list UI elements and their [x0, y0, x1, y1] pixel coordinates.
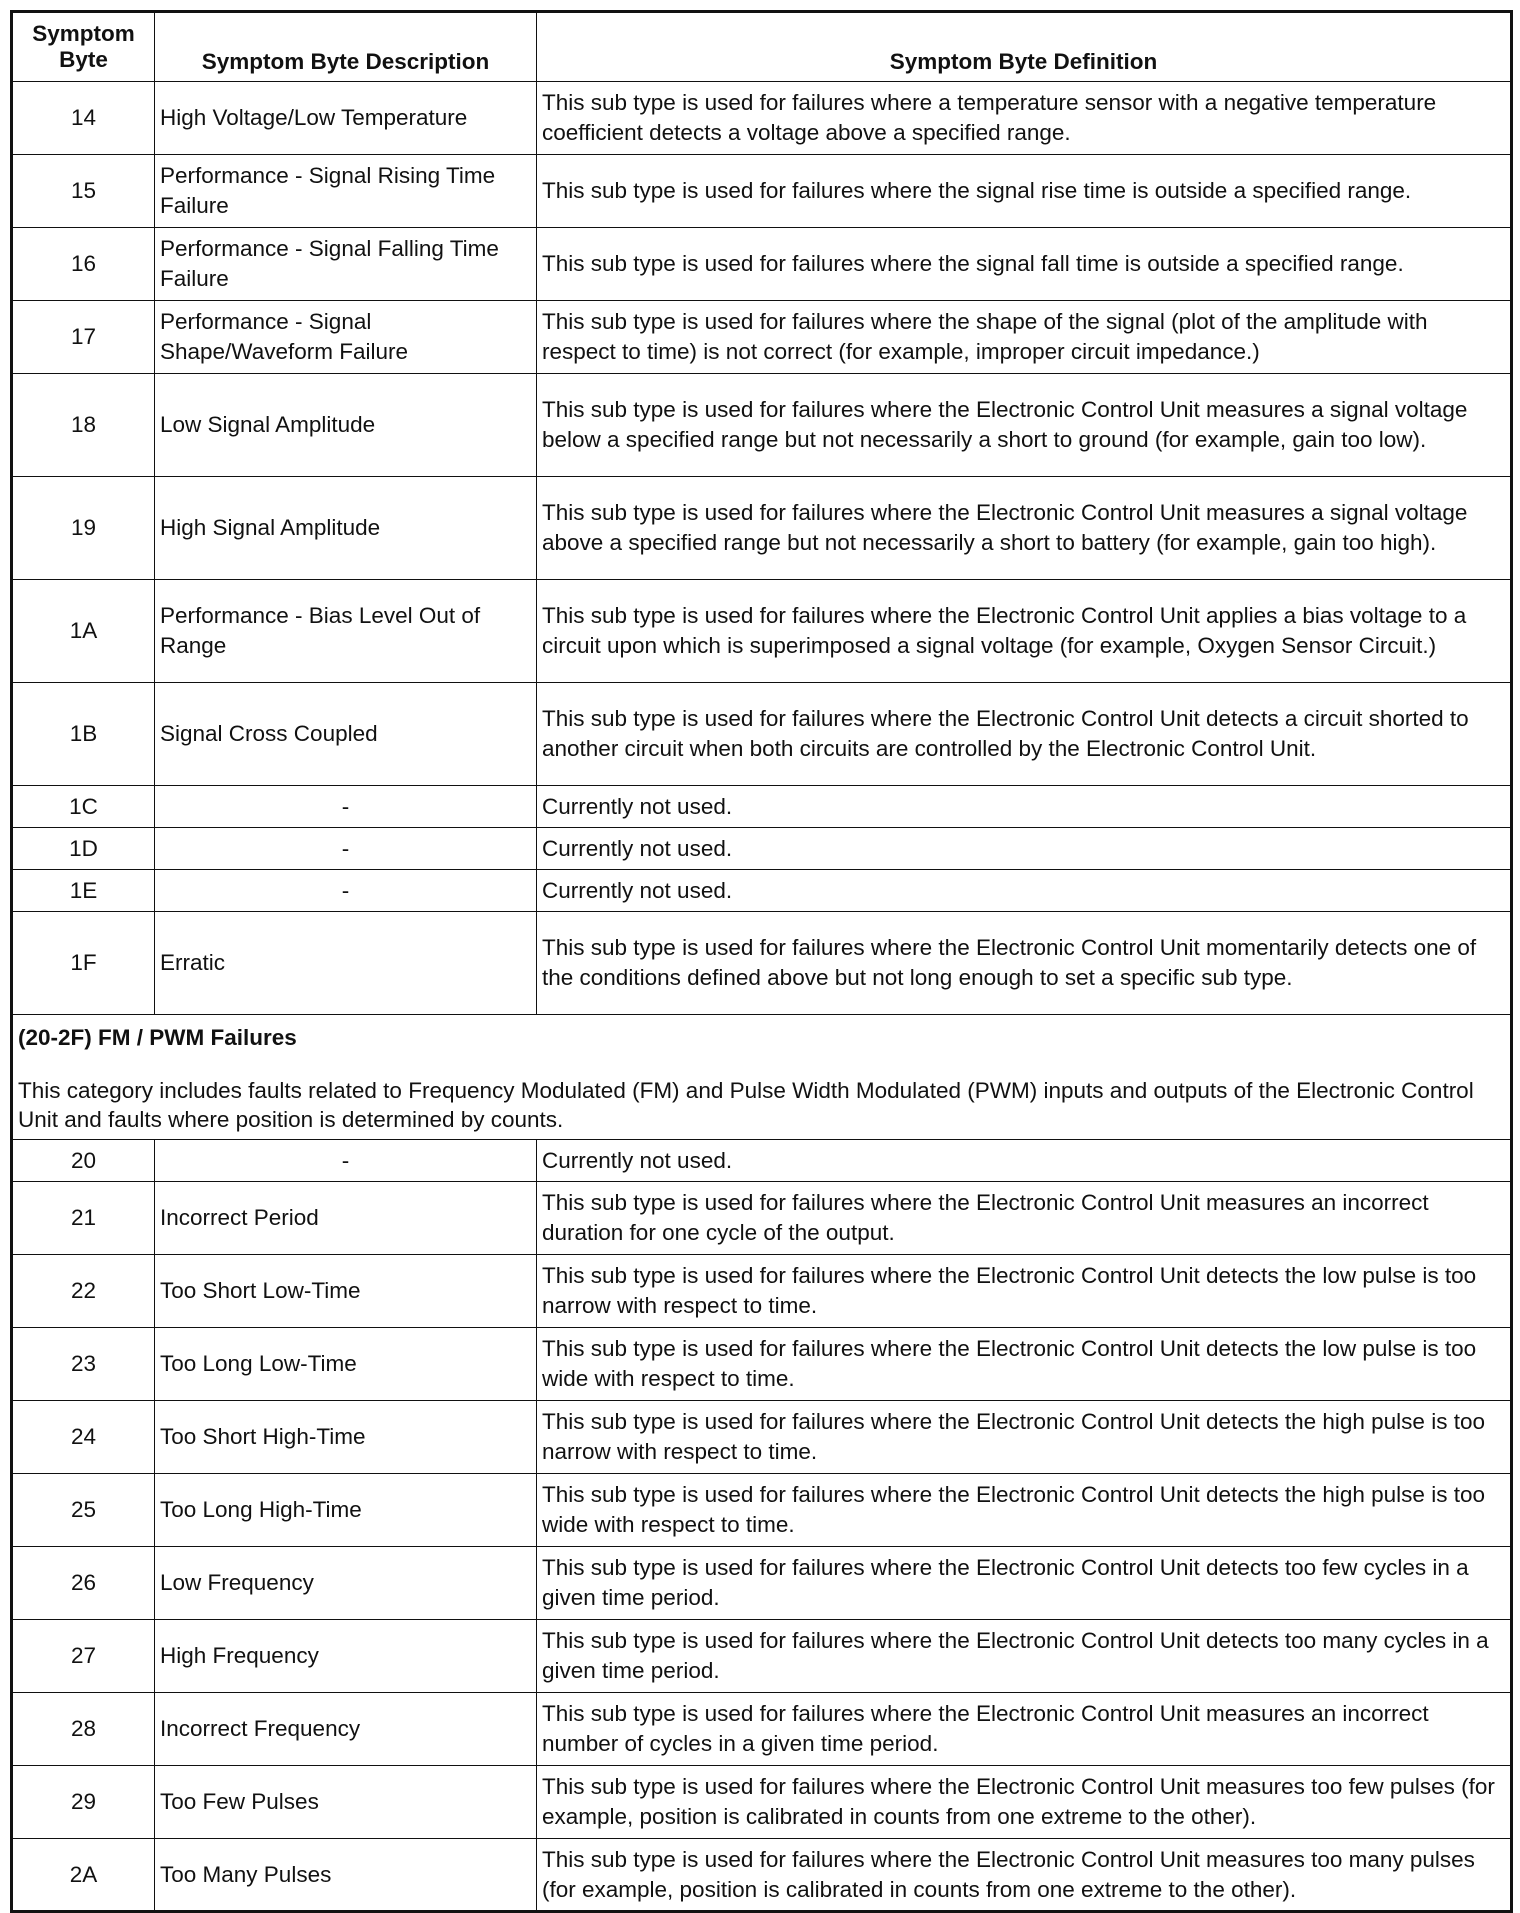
symptom-byte-definition: Currently not used.	[537, 870, 1512, 912]
symptom-byte-code: 21	[12, 1182, 155, 1255]
symptom-byte-description: Too Short High-Time	[155, 1401, 537, 1474]
symptom-byte-description: Performance - Signal Falling Time Failure	[155, 228, 537, 301]
symptom-byte-code: 22	[12, 1255, 155, 1328]
symptom-byte-code: 16	[12, 228, 155, 301]
symptom-byte-definition: This sub type is used for failures where the Electronic Control Unit measures a signal voltage above a specified range but not necessarily a short to battery (for example, gain too high).	[537, 477, 1512, 580]
symptom-byte-description: Performance - Bias Level Out of Range	[155, 580, 537, 683]
table-row	[12, 1474, 1512, 1547]
table-row	[12, 82, 1512, 155]
table-row	[12, 870, 1512, 912]
symptom-byte-definition: This sub type is used for failures where the signal rise time is outside a specified range.	[537, 155, 1512, 228]
symptom-byte-description: Too Long Low-Time	[155, 1328, 537, 1401]
section-description: This category includes faults related to Frequency Modulated (FM) and Pulse Width Modulated (PWM) inputs and outputs of the Electronic Control Unit and faults where position is determined by counts.	[18, 1077, 1474, 1132]
table-row	[12, 301, 1512, 374]
symptom-byte-definition: Currently not used.	[537, 828, 1512, 870]
table-row	[12, 912, 1512, 1015]
table-row	[12, 1401, 1512, 1474]
symptom-byte-code: 26	[12, 1547, 155, 1620]
symptom-byte-definition: This sub type is used for failures where the Electronic Control Unit detects the high pulse is too wide with respect to time.	[537, 1474, 1512, 1547]
symptom-byte-code: 17	[12, 301, 155, 374]
table-row	[12, 828, 1512, 870]
table-row	[12, 683, 1512, 786]
symptom-byte-description: Erratic	[155, 912, 537, 1015]
symptom-byte-description: -	[155, 1140, 537, 1182]
symptom-byte-description: High Frequency	[155, 1620, 537, 1693]
header-symptom-byte-description: Symptom Byte Description	[155, 12, 537, 82]
symptom-byte-code: 1D	[12, 828, 155, 870]
symptom-byte-code: 15	[12, 155, 155, 228]
table-header-row	[12, 12, 1512, 82]
symptom-byte-code: 27	[12, 1620, 155, 1693]
symptom-byte-definition: This sub type is used for failures where the Electronic Control Unit detects too few cycles in a given time period.	[537, 1547, 1512, 1620]
symptom-byte-code: 20	[12, 1140, 155, 1182]
table-body-b	[12, 1140, 1512, 1912]
table-row	[12, 1839, 1512, 1912]
symptom-byte-code: 18	[12, 374, 155, 477]
symptom-byte-definition: This sub type is used for failures where the Electronic Control Unit detects too many cycles in a given time period.	[537, 1620, 1512, 1693]
symptom-byte-definition: This sub type is used for failures where the Electronic Control Unit measures an incorrect number of cycles in a given time period.	[537, 1693, 1512, 1766]
header-symptom-byte-definition: Symptom Byte Definition	[537, 12, 1512, 82]
table-row	[12, 1140, 1512, 1182]
symptom-byte-code: 25	[12, 1474, 155, 1547]
table-row	[12, 1620, 1512, 1693]
section-title: (20-2F) FM / PWM Failures	[18, 1024, 297, 1050]
symptom-byte-description: Incorrect Frequency	[155, 1693, 537, 1766]
symptom-byte-definition: This sub type is used for failures where the Electronic Control Unit detects the low pulse is too wide with respect to time.	[537, 1328, 1512, 1401]
symptom-byte-definition: This sub type is used for failures where a temperature sensor with a negative temperature coefficient detects a voltage above a specified range.	[537, 82, 1512, 155]
symptom-byte-definition: This sub type is used for failures where the Electronic Control Unit measures an incorrect duration for one cycle of the output.	[537, 1182, 1512, 1255]
symptom-byte-code: 29	[12, 1766, 155, 1839]
symptom-byte-description: High Signal Amplitude	[155, 477, 537, 580]
symptom-byte-description: High Voltage/Low Temperature	[155, 82, 537, 155]
symptom-byte-description: -	[155, 870, 537, 912]
symptom-byte-definition: This sub type is used for failures where the shape of the signal (plot of the amplitude with respect to time) is not correct (for example, improper circuit impedance.)	[537, 301, 1512, 374]
section-cell	[12, 1015, 1512, 1140]
table-row	[12, 1182, 1512, 1255]
symptom-byte-definition: This sub type is used for failures where the Electronic Control Unit detects the low pulse is too narrow with respect to time.	[537, 1255, 1512, 1328]
symptom-byte-code: 1E	[12, 870, 155, 912]
symptom-byte-description: Signal Cross Coupled	[155, 683, 537, 786]
symptom-byte-code: 1B	[12, 683, 155, 786]
table-row	[12, 1693, 1512, 1766]
symptom-byte-definition: This sub type is used for failures where the Electronic Control Unit detects the high pulse is too narrow with respect to time.	[537, 1401, 1512, 1474]
symptom-byte-code: 14	[12, 82, 155, 155]
table-row	[12, 1328, 1512, 1401]
symptom-byte-description: -	[155, 828, 537, 870]
table-body-a	[12, 82, 1512, 1015]
symptom-byte-code: 2A	[12, 1839, 155, 1912]
symptom-byte-definition: This sub type is used for failures where the Electronic Control Unit measures too many pulses (for example, position is calibrated in counts from one extreme to the other).	[537, 1839, 1512, 1912]
symptom-byte-code: 19	[12, 477, 155, 580]
table-row	[12, 477, 1512, 580]
table-row	[12, 374, 1512, 477]
table-row	[12, 155, 1512, 228]
symptom-byte-code: 1C	[12, 786, 155, 828]
symptom-byte-definition: This sub type is used for failures where the Electronic Control Unit detects a circuit shorted to another circuit when both circuits are controlled by the Electronic Control Unit.	[537, 683, 1512, 786]
header-symptom-byte: Symptom Byte	[12, 12, 155, 82]
symptom-byte-code: 24	[12, 1401, 155, 1474]
symptom-byte-description: Too Many Pulses	[155, 1839, 537, 1912]
table-row	[12, 1766, 1512, 1839]
table-row	[12, 228, 1512, 301]
symptom-byte-definition: Currently not used.	[537, 786, 1512, 828]
symptom-byte-definition: This sub type is used for failures where the Electronic Control Unit measures too few pulses (for example, position is calibrated in counts from one extreme to the other).	[537, 1766, 1512, 1839]
symptom-byte-document	[10, 10, 1510, 1913]
symptom-byte-description: Incorrect Period	[155, 1182, 537, 1255]
table-row	[12, 1255, 1512, 1328]
symptom-byte-description: Low Frequency	[155, 1547, 537, 1620]
symptom-byte-definition: Currently not used.	[537, 1140, 1512, 1182]
table-row	[12, 786, 1512, 828]
symptom-byte-description: Too Few Pulses	[155, 1766, 537, 1839]
symptom-byte-code: 28	[12, 1693, 155, 1766]
section-row	[12, 1015, 1512, 1140]
symptom-byte-table	[10, 10, 1513, 1913]
symptom-byte-definition: This sub type is used for failures where the Electronic Control Unit applies a bias voltage to a circuit upon which is superimposed a signal voltage (for example, Oxygen Sensor Circuit.)	[537, 580, 1512, 683]
symptom-byte-definition: This sub type is used for failures where the Electronic Control Unit measures a signal voltage below a specified range but not necessarily a short to ground (for example, gain too low).	[537, 374, 1512, 477]
symptom-byte-description: Performance - Signal Rising Time Failure	[155, 155, 537, 228]
section-body	[12, 1015, 1512, 1140]
symptom-byte-description: Low Signal Amplitude	[155, 374, 537, 477]
symptom-byte-description: Too Short Low-Time	[155, 1255, 537, 1328]
symptom-byte-code: 23	[12, 1328, 155, 1401]
symptom-byte-description: -	[155, 786, 537, 828]
symptom-byte-description: Performance - Signal Shape/Waveform Failure	[155, 301, 537, 374]
symptom-byte-code: 1A	[12, 580, 155, 683]
symptom-byte-code: 1F	[12, 912, 155, 1015]
symptom-byte-definition: This sub type is used for failures where the Electronic Control Unit momentarily detects one of the conditions defined above but not long enough to set a specific sub type.	[537, 912, 1512, 1015]
table-row	[12, 580, 1512, 683]
symptom-byte-description: Too Long High-Time	[155, 1474, 537, 1547]
table-row	[12, 1547, 1512, 1620]
symptom-byte-definition: This sub type is used for failures where the signal fall time is outside a specified range.	[537, 228, 1512, 301]
